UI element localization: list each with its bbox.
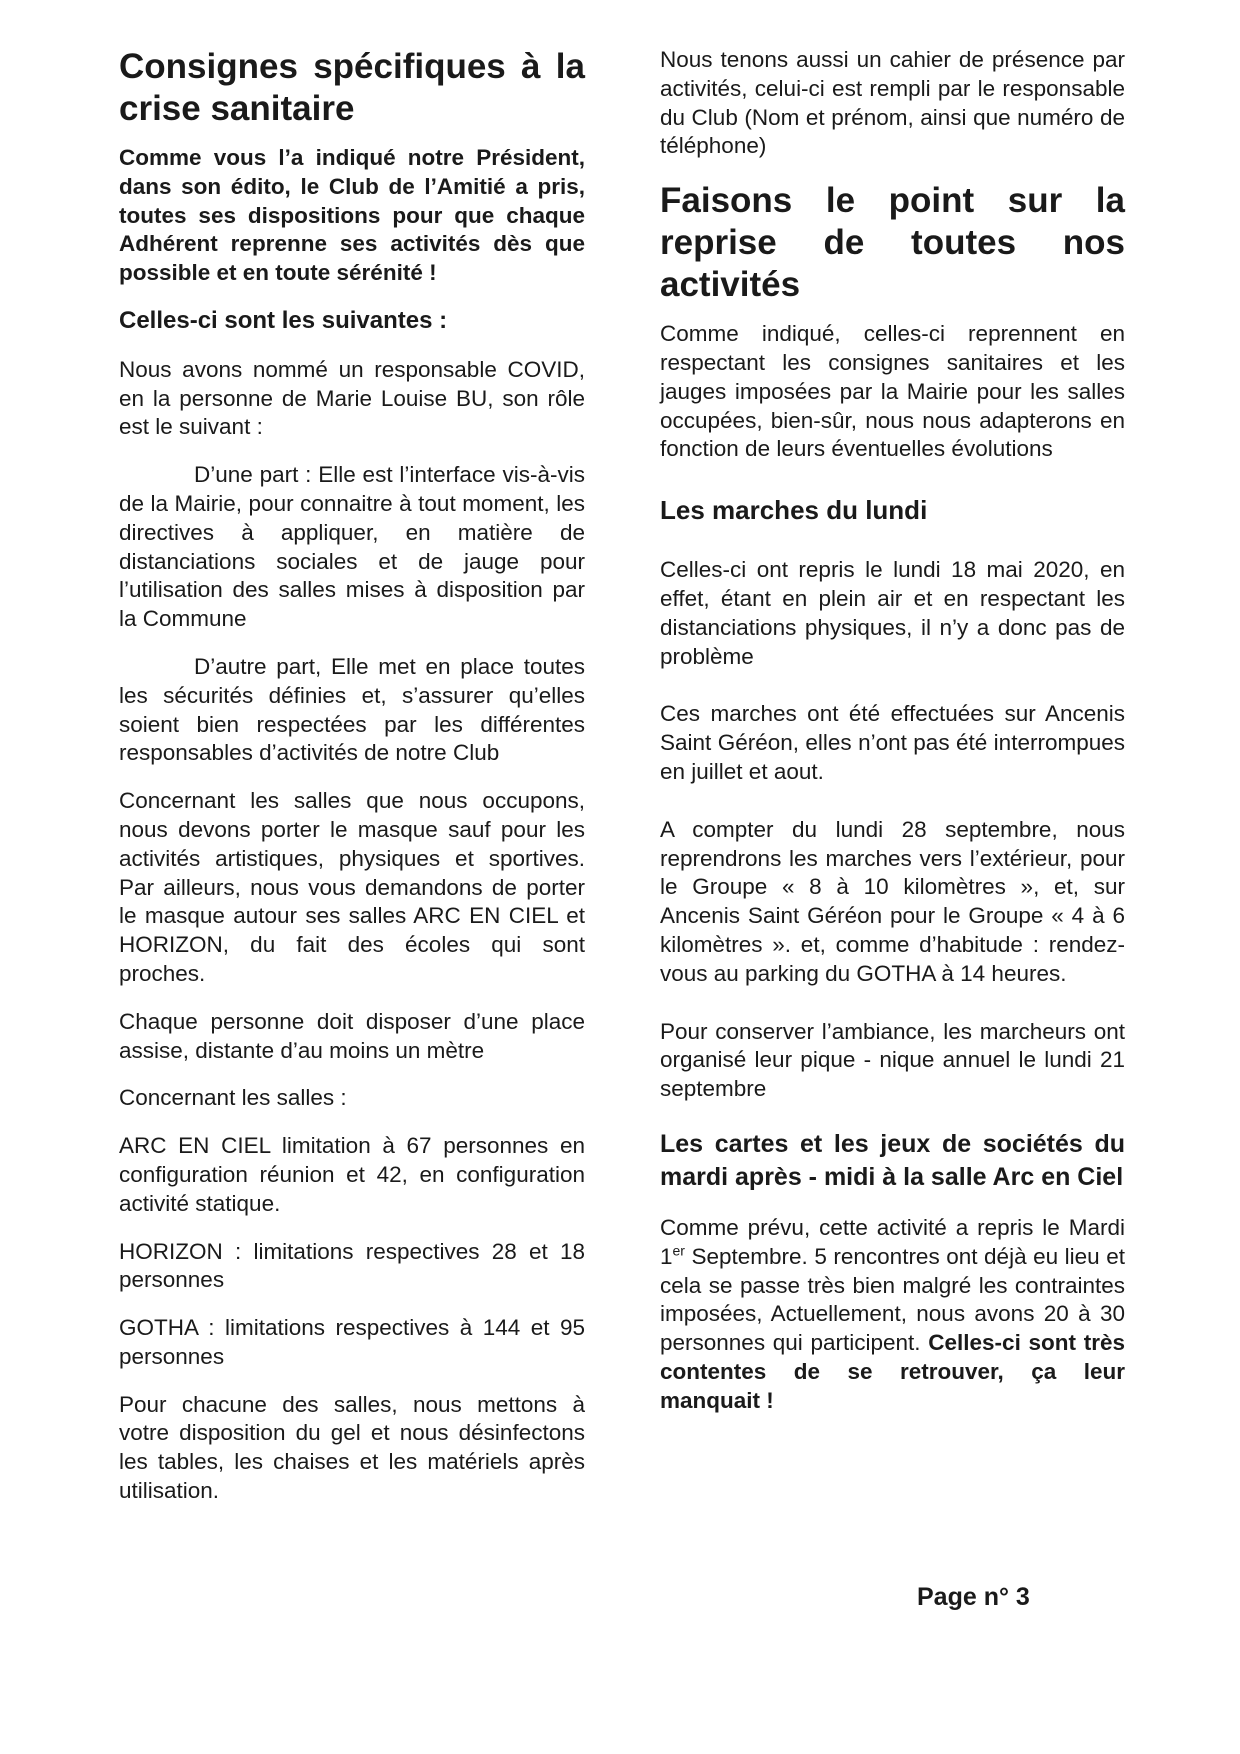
paragraph-place-assise: Chaque personne doit disposer d’une place assise, distante d’au moins un mètre (119, 1008, 585, 1063)
paragraph-cartes (660, 1214, 1125, 1416)
section-title-consignes: Consignes spécifiques à la crise sanitaire (119, 47, 585, 128)
paragraph-pique-nique: Pour conserver l’ambiance, les marcheurs ont organisé leur pique - nique annuel le lundi 21 septembre (660, 1018, 1125, 1102)
paragraph-horizon: HORIZON : limitations respectives 28 et 18 personnes (119, 1238, 585, 1293)
intro-paragraph: Comme vous l’a indiqué notre Président, dans son édito, le Club de l’Amitié a pris, toutes ses dispositions pour que chaque Adhérent reprenne ses activités dès que possible et en toute sérénité ! (119, 145, 585, 286)
paragraph-dune-part: D’une part : Elle est l’interface vis-à-vis de la Mairie, pour connaitre à tout moment, les directives à appliquer, en matière de distanciations sociales et de jauge pour l’utilisation des salles mises à disposition par la Commune (119, 462, 585, 632)
paragraph-cahier-presence: Nous tenons aussi un cahier de présence par activités, celui-ci est rempli par le responsable du Club (Nom et prénom, ainsi que numéro de téléphone) (660, 47, 1125, 159)
subheading-suivantes: Celles-ci sont les suivantes : (119, 306, 448, 334)
heading-cartes-jeux: Les cartes et les jeux de sociétés du mardi après - midi à la salle Arc en Ciel (660, 1129, 1125, 1191)
paragraph-gotha: GOTHA : limitations respectives à 144 et 95 personnes (119, 1315, 585, 1369)
paragraph-masque: Concernant les salles que nous occupons, nous devons porter le masque sauf pour les activités artistiques, physiques et sportives. Par ailleurs, nous vous demandons de porter le masque autour ses salles ARC EN CIEL et HORIZON, du fait des écoles qui sont proches. (119, 788, 585, 986)
paragraph-responsable-covid: Nous avons nommé un responsable COVID, en la personne de Marie Louise BU, son rôle est le suivant : (119, 356, 585, 440)
paragraph-marches-reprise: Celles-ci ont repris le lundi 18 mai 2020, en effet, étant en plein air et en respectant les distanciations physiques, il n’y a donc pas de problème (660, 557, 1125, 669)
page-number: Page n° 3 (917, 1583, 1030, 1611)
paragraph-concernant-salles: Concernant les salles : (119, 1085, 347, 1111)
paragraph-marches-septembre: A compter du lundi 28 septembre, nous reprendrons les marches vers l’extérieur, pour le Groupe « 8 à 10 kilomètres », et, sur Ancenis Saint Géréon pour le Groupe « 4 à 6 kilomètres ». et, comme d’habitude : rendez-vous au parking du GOTHA à 14 heures. (660, 816, 1125, 986)
paragraph-marches-ancenis: Ces marches ont été effectuées sur Ancenis Saint Géréon, elles n’ont pas été interrompues en juillet et aout. (660, 701, 1125, 784)
cartes-text-middle: Septembre. 5 rencontres ont déjà eu lieu et cela se passe très bien malgré les contraintes imposées, Actuellement, nous avons 20 à 30 personnes qui participent. (660, 1243, 1125, 1356)
section-title-reprise: Faisons le point sur la reprise de toutes nos activités (660, 181, 1125, 305)
cartes-text-start: Comme prévu, cette activité a repris le Mardi 1 (660, 1214, 1125, 1269)
right-column (660, 46, 1125, 1435)
paragraph-reprise: Comme indiqué, celles-ci reprennent en respectant les consignes sanitaires et les jauges imposées par la Mairie pour les salles occupées, bien-sûr, nous nous adapterons en fonction de leurs éventuelles évolutions (660, 321, 1125, 462)
paragraph-arc-en-ciel: ARC EN CIEL limitation à 67 personnes en configuration réunion et 42, en configuration activité statique. (119, 1133, 585, 1216)
paragraph-gel: Pour chacune des salles, nous mettons à votre disposition du gel et nous désinfectons les tables, les chaises et les matériels après utilisation. (119, 1391, 585, 1504)
left-column (119, 46, 585, 1525)
cartes-text-bold: Celles-ci sont très contentes de se retrouver, ça leur manquait ! (660, 1330, 1125, 1413)
paragraph-dautre-part: D’autre part, Elle met en place toutes les sécurités définies et, s’assurer qu’elles soient bien respectées par les différentes responsables d’activités de notre Club (119, 653, 585, 766)
ordinal-superscript: er (672, 1242, 685, 1259)
heading-marches-lundi: Les marches du lundi (660, 495, 928, 526)
